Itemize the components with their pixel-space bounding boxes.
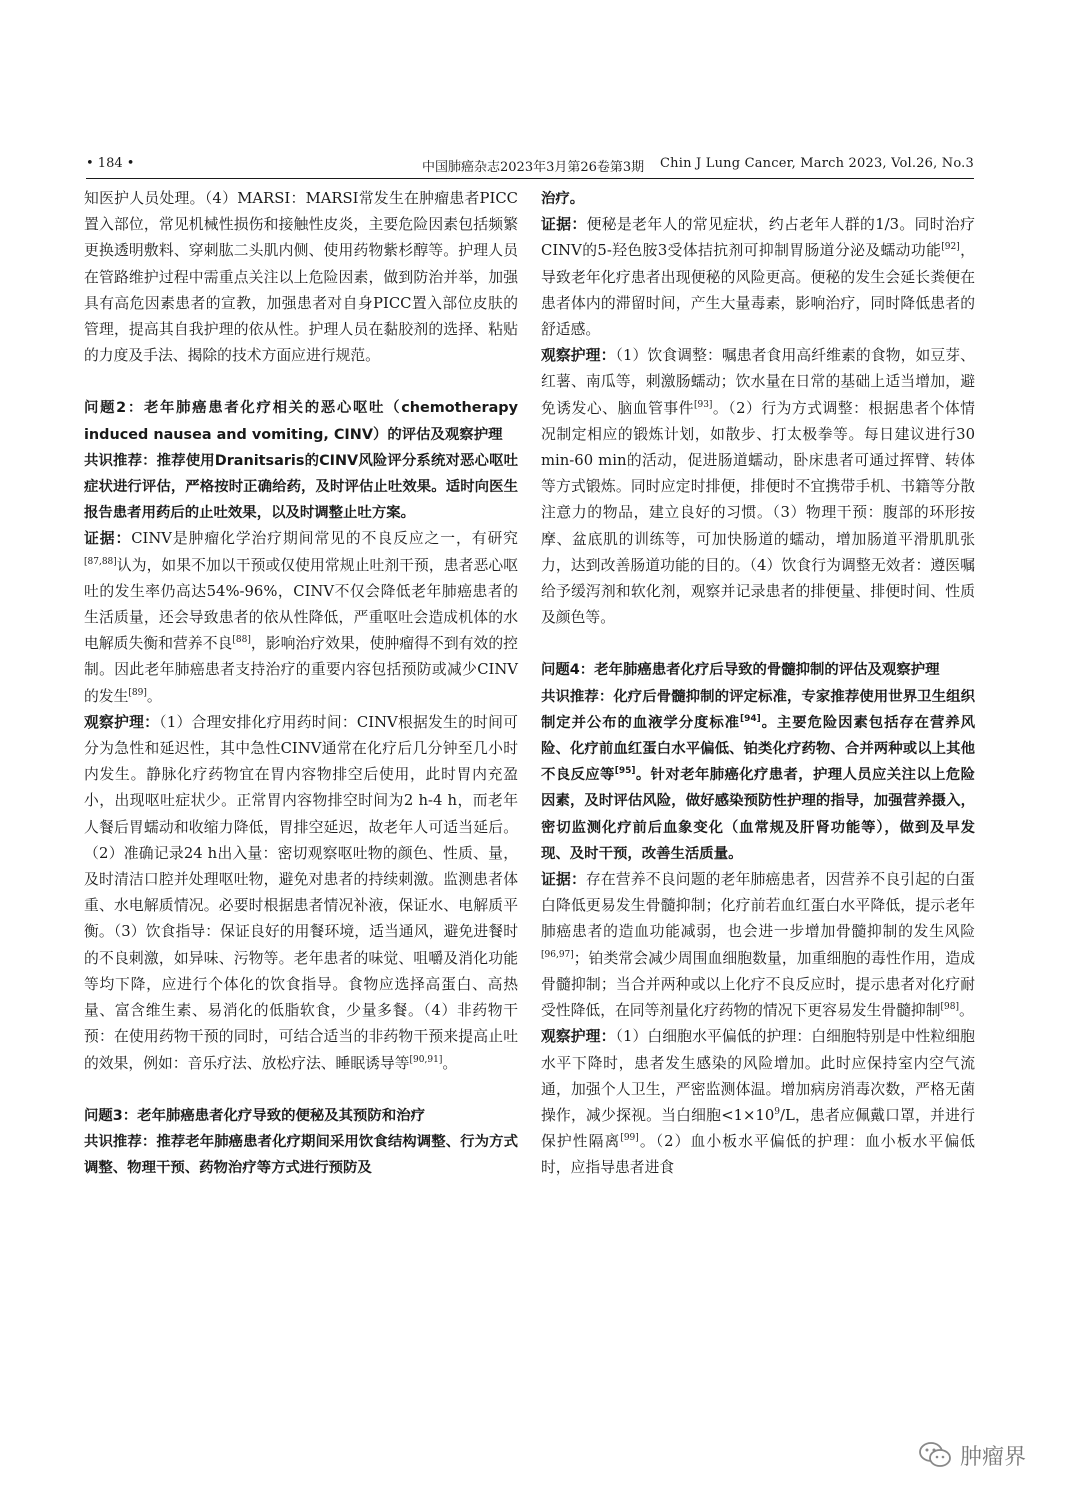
- evidence-label: 证据：: [541, 871, 586, 889]
- observation-text: （1）白细胞水平偏低的护理：白细胞特别是中性粒细胞水平下降时，患者发生感染的风险增加。此时应保持室内空气流通，加强个人卫生，严密监测体温。增加病房消毒次数，严格无菌操作，减少探视。当白细胞<1×10: [541, 1028, 975, 1124]
- recommendation-label: 共识推荐：: [84, 1133, 157, 1150]
- evidence-text: 认为，如果不加以干预或仅使用常规止吐剂干预，患者恶心呕吐的发生率仍高达54%-96%，CINV不仅会降低老年肺癌患者的生活质量，还会导致患者的依从性降低，严重呕吐会造成机体的水电解质失衡和营养不良: [84, 556, 518, 653]
- observation-text: 。（2）血小板水平偏低的护理：血小板水平偏低时，应指导患者进食: [541, 1133, 975, 1177]
- citation: [94]: [739, 714, 761, 725]
- observation-label: 观察护理：: [541, 1028, 616, 1046]
- question-2-heading: 问题2：老年肺癌患者化疗相关的恶心呕吐（chemotherapy induced nausea and vomiting, CINV）的评估及观察护理: [84, 400, 518, 443]
- observation-text: （1）合理安排化疗用药时间：CINV根据发生的时间可分为急性和延迟性，其中急性CINV通常在化疗后几分钟至几小时内发生。静脉化疗药物宜在胃内容物排空后使用，此时胃内充盈小，出现呕吐症状少。正常胃内容物排空时间为2 h-4 h，而老年人餐后胃蠕动和收缩力降低，胃排空延迟，故老年人可适当延后。（2）准确记录24 h出入量：密切观察呕吐物的颜色、性质、量，及时清洁口腔并处理呕吐物，避免对患者的持续刺激。监测患者体重、水电解质情况。必要时根据患者情况补液，保证水、电解质平衡。（3）饮食指导：保证良好的用餐环境，适当通风，避免进餐时的不良刺激，如异味、污物等。老年患者的味觉、咀嚼及消化功能等均下降，应进行个体化的饮食指导。食物应选择高蛋白、高热量、富含维生素、易消化的低脂软食，少量多餐。（4）非药物干预：在使用药物干预的同时，可结合适当的非药物干预来提高止吐的效果，例如：音乐疗法、放松疗法、睡眠诱导等: [84, 713, 518, 1072]
- wechat-icon: [918, 1441, 952, 1469]
- observation-text: 。（2）行为方式调整：根据患者个体情况制定相应的锻炼计划，如散步、打太极拳等。每日建议进行30 min-60 min的活动，促进肠道蠕动，卧床患者可通过挥臂、转体等方式锻炼。同时应定时排便，排便时不宜携带手机、书籍等分散注意力的物品，建立良好的习惯。（3）物理干预：腹部的环形按摩、盆底肌的训练等，可加快肠道的蠕动，增加肠道平滑肌肌张力，达到改善肠道功能的目的。（4）饮食行为调整无效者：遵医嘱给予缓泻剂和软化剂，观察并记录患者的排便量、排便时间、性质及颜色等。: [541, 399, 975, 627]
- citation: [90,91]: [409, 1054, 443, 1065]
- question-3-evidence: [541, 212, 975, 343]
- citation: [88]: [232, 635, 251, 646]
- question-3-recommendation: [84, 1129, 518, 1181]
- left-column: [84, 186, 518, 1181]
- question-3-recommendation-cont: 治疗。: [541, 191, 585, 207]
- citation: [96,97]: [541, 949, 574, 960]
- question-2-recommendation: [84, 448, 518, 527]
- question-3-observation: [541, 343, 975, 631]
- observation-text: （1）饮食调整：嘱患者食用高纤维素的食物，如豆芽、红薯、南瓜等，刺激肠蠕动；饮水量在日常的基础上适当增加，避免诱发心、脑血管事件: [541, 347, 975, 417]
- citation: [99]: [620, 1133, 639, 1144]
- evidence-text: 。: [959, 1002, 974, 1020]
- evidence-text: 。: [146, 687, 162, 705]
- observation-label: 观察护理：: [541, 347, 616, 365]
- citation: [95]: [614, 766, 636, 777]
- question-4-observation: [541, 1024, 975, 1181]
- citation: [87,88]: [84, 556, 117, 567]
- question-2-evidence: [84, 526, 518, 709]
- citation: [98]: [940, 1002, 960, 1013]
- journal-title-en: Chin J Lung Cancer, March 2023, Vol.26, No.3: [660, 156, 974, 171]
- watermark-text: 肿瘤界: [960, 1444, 1027, 1470]
- recommendation-text: 。针对老年肺癌化疗患者，护理人员应关注以上危险因素，及时评估风险，做好感染预防性护理的指导，加强营养摄入，密切监测化疗前后血象变化（血常规及肝肾功能等），做到及早发现、及时干预，改善生活质量。: [541, 767, 975, 862]
- citation: [92]: [941, 242, 960, 253]
- page-number: • 184 •: [86, 156, 135, 171]
- journal-title-cn: 中国肺癌杂志2023年3月第26卷第3期: [422, 160, 645, 175]
- evidence-text: ；铂类常会减少周围血细胞数量，加重细胞的毒性作用，造成骨髓抑制；当合并两种或以上化疗不良反应时，提示患者对化疗耐受性降低，在同等剂量化疗药物的情况下更容易发生骨髓抑制: [541, 949, 975, 1020]
- observation-text: 。: [442, 1054, 458, 1072]
- evidence-text: ，影响治疗效果，使肿瘤得不到有效的控制。因此老年肺癌患者支持治疗的重要内容包括预防或减少CINV的发生: [84, 635, 518, 705]
- running-header: [86, 156, 974, 179]
- evidence-label: 证据：: [541, 216, 587, 234]
- recommendation-text: 推荐老年肺癌患者化疗期间采用饮食结构调整、行为方式调整、物理干预、药物治疗等方式进行预防及: [84, 1133, 518, 1177]
- right-column: [541, 186, 975, 1182]
- evidence-label: 证据：: [84, 530, 132, 548]
- question-4-recommendation: [541, 684, 975, 867]
- citation: [89]: [128, 687, 147, 698]
- evidence-text: 便秘是老年人的常见症状，约占老年人群的1/3。同时治疗CINV的5-羟色胺3受体拮抗剂可抑制胃肠道分泌及蠕动功能: [541, 216, 975, 260]
- recommendation-text: 化疗后骨髓抑制的评定标准，专家推荐使用世界卫生组织制定并公布的血液学分度标准: [541, 688, 975, 731]
- citation: [93]: [693, 399, 713, 410]
- observation-label: 观察护理：: [84, 713, 160, 731]
- marsi-paragraph: 知医护人员处理。（4）MARSI：MARSI常发生在肿瘤患者PICC置入部位，常见机械性损伤和接触性皮炎，主要危险因素包括频繁更换透明敷料、穿刺肱二头肌内侧、使用药物紫杉醇等。护理人员在管路维护过程中需重点关注以上危险因素，做到防治并举，加强具有高危因素患者的宣教，加强患者对自身PICC置入部位皮肤的管理，提高其自我护理的依从性。护理人员在黏胶剂的选择、粘贴的力度及手法、揭除的技术方面应进行规范。: [84, 190, 518, 365]
- recommendation-label: 共识推荐：: [541, 688, 614, 705]
- recommendation-text: 。主要危险因素包括存在营养风险、化疗前血红蛋白水平偏低、铂类化疗药物、合并两种或以上其他不良反应等: [541, 714, 975, 784]
- evidence-text: CINV是肿瘤化学治疗期间常见的不良反应之一，有研究: [131, 530, 518, 548]
- question-4-evidence: [541, 867, 975, 1024]
- evidence-text: 存在营养不良问题的老年肺癌患者，因营养不良引起的白蛋白降低更易发生骨髓抑制；化疗前若血红蛋白水平降低，提示老年肺癌患者的造血功能减弱，也会进一步增加骨髓抑制的发生风险: [541, 871, 975, 941]
- observation-text: /L，患者应佩戴口罩，并进行保护性隔离: [541, 1106, 975, 1151]
- evidence-text: ，导致老年化疗患者出现便秘的风险更高。便秘的发生会延长粪便在患者体内的滞留时间，产生大量毒素，影响治疗，同时降低患者的舒适感。: [541, 242, 975, 339]
- recommendation-text: 推荐使用Dranitsaris的CINV风险评分系统对恶心呕吐症状进行评估，严格按时正确给药，及时评估止吐效果。适时向医生报告患者用药后的止吐效果，以及时调整止吐方案。: [84, 452, 518, 522]
- question-4-heading: 问题4：老年肺癌患者化疗后导致的骨髓抑制的评估及观察护理: [541, 662, 940, 679]
- superscript-exponent: 9: [774, 1106, 780, 1117]
- watermark: [918, 1438, 1026, 1472]
- recommendation-label: 共识推荐：: [84, 452, 157, 469]
- question-3-heading: 问题3：老年肺癌患者化疗导致的便秘及其预防和治疗: [84, 1107, 425, 1124]
- question-2-observation: [84, 710, 518, 1077]
